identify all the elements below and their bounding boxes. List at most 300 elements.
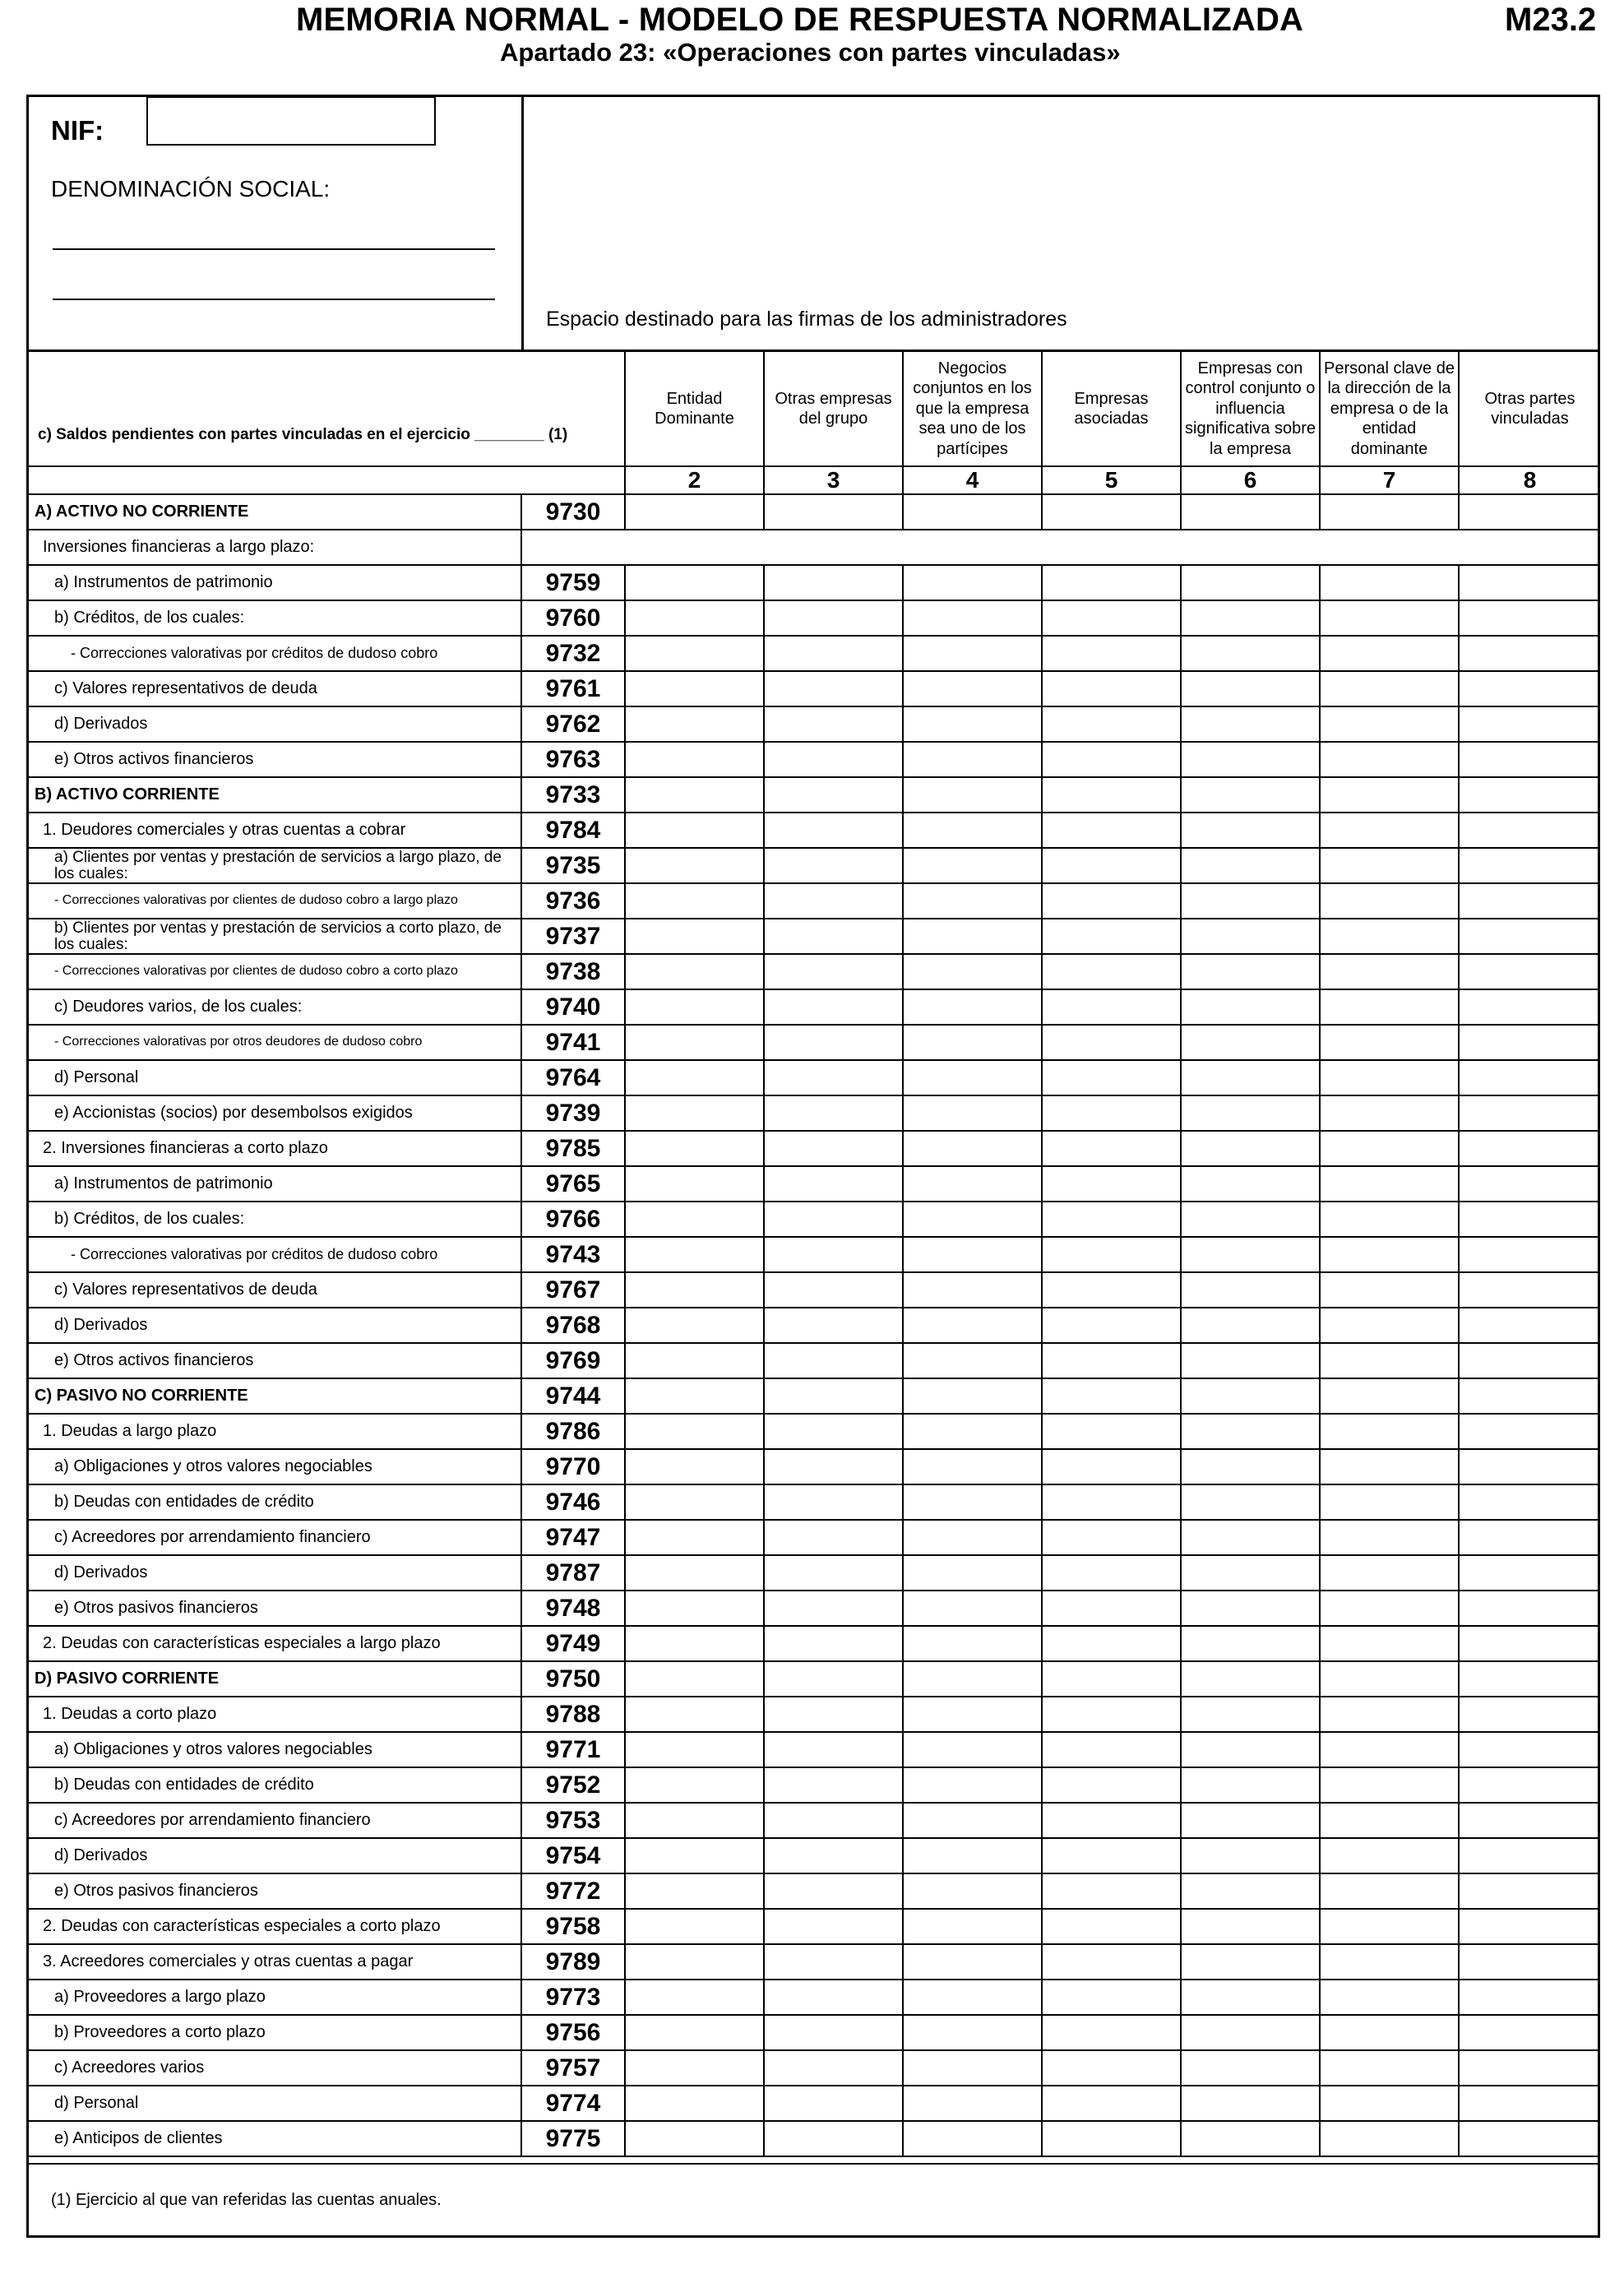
- input-cell[interactable]: [903, 1909, 1042, 1944]
- input-cell[interactable]: [1181, 1944, 1320, 1980]
- input-cell[interactable]: [1320, 813, 1459, 848]
- input-cell[interactable]: [625, 1732, 764, 1767]
- input-cell[interactable]: [764, 1166, 903, 1202]
- input-cell[interactable]: [1459, 706, 1600, 742]
- input-cell[interactable]: [1042, 565, 1181, 600]
- input-cell[interactable]: [1042, 1591, 1181, 1626]
- input-cell[interactable]: [1181, 494, 1320, 530]
- input-cell[interactable]: [1320, 1732, 1459, 1767]
- input-cell[interactable]: [764, 1449, 903, 1484]
- input-cell[interactable]: [903, 1626, 1042, 1661]
- input-cell[interactable]: [764, 848, 903, 883]
- input-cell[interactable]: [1459, 1697, 1600, 1732]
- input-cell[interactable]: [625, 2086, 764, 2121]
- input-cell[interactable]: [903, 1697, 1042, 1732]
- input-cell[interactable]: [1181, 1909, 1320, 1944]
- input-cell[interactable]: [1320, 1272, 1459, 1308]
- input-cell[interactable]: [1320, 1626, 1459, 1661]
- denominacion-line-1[interactable]: [53, 248, 495, 250]
- input-cell[interactable]: [903, 883, 1042, 919]
- input-cell[interactable]: [1320, 706, 1459, 742]
- input-cell[interactable]: [903, 1803, 1042, 1838]
- input-cell[interactable]: [903, 1414, 1042, 1449]
- input-cell[interactable]: [1042, 1626, 1181, 1661]
- input-cell[interactable]: [1042, 1272, 1181, 1308]
- input-cell[interactable]: [903, 1378, 1042, 1414]
- input-cell[interactable]: [903, 2121, 1042, 2156]
- input-cell[interactable]: [1181, 1202, 1320, 1237]
- input-cell[interactable]: [764, 1484, 903, 1520]
- input-cell[interactable]: [764, 1237, 903, 1272]
- input-cell[interactable]: [1459, 494, 1600, 530]
- input-cell[interactable]: [1042, 706, 1181, 742]
- input-cell[interactable]: [1042, 1202, 1181, 1237]
- input-cell[interactable]: [903, 919, 1042, 954]
- input-cell[interactable]: [1320, 1591, 1459, 1626]
- input-cell[interactable]: [1459, 2050, 1600, 2086]
- input-cell[interactable]: [1459, 742, 1600, 777]
- input-cell[interactable]: [764, 1202, 903, 1237]
- input-cell[interactable]: [1320, 1484, 1459, 1520]
- input-cell[interactable]: [903, 1555, 1042, 1591]
- input-cell[interactable]: [1181, 954, 1320, 989]
- input-cell[interactable]: [764, 1626, 903, 1661]
- input-cell[interactable]: [1181, 671, 1320, 706]
- input-cell[interactable]: [903, 989, 1042, 1025]
- input-cell[interactable]: [1181, 1838, 1320, 1873]
- input-cell[interactable]: [1459, 1626, 1600, 1661]
- input-cell[interactable]: [903, 1661, 1042, 1697]
- input-cell[interactable]: [1181, 1697, 1320, 1732]
- input-cell[interactable]: [625, 989, 764, 1025]
- input-cell[interactable]: [625, 742, 764, 777]
- input-cell[interactable]: [1042, 1308, 1181, 1343]
- input-cell[interactable]: [625, 2121, 764, 2156]
- input-cell[interactable]: [1181, 1131, 1320, 1166]
- input-cell[interactable]: [625, 813, 764, 848]
- input-cell[interactable]: [764, 1980, 903, 2015]
- input-cell[interactable]: [1459, 1520, 1600, 1555]
- input-cell[interactable]: [1320, 2086, 1459, 2121]
- input-cell[interactable]: [1320, 1414, 1459, 1449]
- input-cell[interactable]: [1320, 1520, 1459, 1555]
- input-cell[interactable]: [1042, 1025, 1181, 1060]
- input-cell[interactable]: [903, 1202, 1042, 1237]
- input-cell[interactable]: [1459, 1591, 1600, 1626]
- input-cell[interactable]: [1459, 2086, 1600, 2121]
- input-cell[interactable]: [1320, 2015, 1459, 2050]
- input-cell[interactable]: [764, 706, 903, 742]
- input-cell[interactable]: [1181, 2086, 1320, 2121]
- input-cell[interactable]: [1459, 1767, 1600, 1803]
- input-cell[interactable]: [764, 565, 903, 600]
- input-cell[interactable]: [1459, 989, 1600, 1025]
- input-cell[interactable]: [1181, 1980, 1320, 2015]
- input-cell[interactable]: [1459, 1732, 1600, 1767]
- input-cell[interactable]: [1459, 848, 1600, 883]
- input-cell[interactable]: [764, 1095, 903, 1131]
- input-cell[interactable]: [764, 636, 903, 671]
- input-cell[interactable]: [1459, 1873, 1600, 1909]
- input-cell[interactable]: [1320, 742, 1459, 777]
- input-cell[interactable]: [625, 671, 764, 706]
- input-cell[interactable]: [764, 777, 903, 813]
- input-cell[interactable]: [625, 919, 764, 954]
- input-cell[interactable]: [625, 2015, 764, 2050]
- input-cell[interactable]: [1181, 989, 1320, 1025]
- input-cell[interactable]: [625, 1378, 764, 1414]
- denominacion-line-2[interactable]: [53, 299, 495, 300]
- input-cell[interactable]: [625, 636, 764, 671]
- input-cell[interactable]: [903, 1449, 1042, 1484]
- input-cell[interactable]: [1459, 1661, 1600, 1697]
- input-cell[interactable]: [1320, 1803, 1459, 1838]
- input-cell[interactable]: [903, 848, 1042, 883]
- input-cell[interactable]: [1320, 1095, 1459, 1131]
- input-cell[interactable]: [1042, 1873, 1181, 1909]
- input-cell[interactable]: [625, 1202, 764, 1237]
- input-cell[interactable]: [1042, 1131, 1181, 1166]
- input-cell[interactable]: [1459, 1272, 1600, 1308]
- input-cell[interactable]: [1042, 1343, 1181, 1378]
- input-cell[interactable]: [1181, 636, 1320, 671]
- input-cell[interactable]: [1042, 883, 1181, 919]
- input-cell[interactable]: [1181, 1308, 1320, 1343]
- input-cell[interactable]: [625, 2050, 764, 2086]
- input-cell[interactable]: [1181, 565, 1320, 600]
- input-cell[interactable]: [1042, 1414, 1181, 1449]
- input-cell[interactable]: [1042, 600, 1181, 636]
- input-cell[interactable]: [764, 1272, 903, 1308]
- input-cell[interactable]: [1042, 1767, 1181, 1803]
- input-cell[interactable]: [903, 1131, 1042, 1166]
- input-cell[interactable]: [1042, 494, 1181, 530]
- input-cell[interactable]: [1181, 1626, 1320, 1661]
- input-cell[interactable]: [1042, 777, 1181, 813]
- input-cell[interactable]: [625, 1909, 764, 1944]
- input-cell[interactable]: [1181, 1414, 1320, 1449]
- input-cell[interactable]: [1320, 636, 1459, 671]
- input-cell[interactable]: [903, 1838, 1042, 1873]
- input-cell[interactable]: [1042, 1484, 1181, 1520]
- input-cell[interactable]: [625, 1272, 764, 1308]
- input-cell[interactable]: [764, 1838, 903, 1873]
- input-cell[interactable]: [1181, 1095, 1320, 1131]
- input-cell[interactable]: [764, 919, 903, 954]
- input-cell[interactable]: [903, 600, 1042, 636]
- input-cell[interactable]: [764, 813, 903, 848]
- input-cell[interactable]: [1181, 919, 1320, 954]
- input-cell[interactable]: [1181, 2050, 1320, 2086]
- input-cell[interactable]: [625, 706, 764, 742]
- input-cell[interactable]: [764, 1803, 903, 1838]
- input-cell[interactable]: [903, 777, 1042, 813]
- input-cell[interactable]: [625, 1980, 764, 2015]
- input-cell[interactable]: [1459, 1980, 1600, 2015]
- input-cell[interactable]: [1042, 636, 1181, 671]
- input-cell[interactable]: [625, 1060, 764, 1095]
- input-cell[interactable]: [625, 1555, 764, 1591]
- input-cell[interactable]: [1320, 1060, 1459, 1095]
- input-cell[interactable]: [1181, 1060, 1320, 1095]
- input-cell[interactable]: [1181, 742, 1320, 777]
- input-cell[interactable]: [1042, 2015, 1181, 2050]
- input-cell[interactable]: [1459, 671, 1600, 706]
- input-cell[interactable]: [1320, 2050, 1459, 2086]
- input-cell[interactable]: [764, 1555, 903, 1591]
- input-cell[interactable]: [1042, 1661, 1181, 1697]
- input-cell[interactable]: [764, 1873, 903, 1909]
- input-cell[interactable]: [1320, 1025, 1459, 1060]
- input-cell[interactable]: [625, 1237, 764, 1272]
- input-cell[interactable]: [764, 883, 903, 919]
- input-cell[interactable]: [1459, 1025, 1600, 1060]
- input-cell[interactable]: [1459, 1484, 1600, 1520]
- input-cell[interactable]: [1042, 1166, 1181, 1202]
- input-cell[interactable]: [1042, 2086, 1181, 2121]
- input-cell[interactable]: [1042, 1520, 1181, 1555]
- input-cell[interactable]: [625, 1484, 764, 1520]
- input-cell[interactable]: [1320, 1944, 1459, 1980]
- input-cell[interactable]: [1181, 848, 1320, 883]
- input-cell[interactable]: [903, 565, 1042, 600]
- input-cell[interactable]: [1320, 883, 1459, 919]
- input-cell[interactable]: [1042, 848, 1181, 883]
- input-cell[interactable]: [1459, 1838, 1600, 1873]
- input-cell[interactable]: [1042, 954, 1181, 989]
- input-cell[interactable]: [625, 1131, 764, 1166]
- input-cell[interactable]: [1042, 813, 1181, 848]
- nif-field[interactable]: [146, 96, 436, 146]
- input-cell[interactable]: [903, 2086, 1042, 2121]
- input-cell[interactable]: [1320, 1661, 1459, 1697]
- input-cell[interactable]: [764, 600, 903, 636]
- input-cell[interactable]: [764, 954, 903, 989]
- input-cell[interactable]: [625, 848, 764, 883]
- input-cell[interactable]: [625, 1449, 764, 1484]
- input-cell[interactable]: [1320, 1697, 1459, 1732]
- input-cell[interactable]: [625, 600, 764, 636]
- input-cell[interactable]: [903, 1272, 1042, 1308]
- input-cell[interactable]: [903, 1980, 1042, 2015]
- input-cell[interactable]: [625, 1803, 764, 1838]
- input-cell[interactable]: [1181, 1555, 1320, 1591]
- input-cell[interactable]: [1042, 1555, 1181, 1591]
- input-cell[interactable]: [1459, 954, 1600, 989]
- input-cell[interactable]: [764, 1378, 903, 1414]
- input-cell[interactable]: [1459, 1803, 1600, 1838]
- input-cell[interactable]: [903, 1025, 1042, 1060]
- input-cell[interactable]: [1320, 954, 1459, 989]
- input-cell[interactable]: [1042, 1944, 1181, 1980]
- input-cell[interactable]: [1042, 671, 1181, 706]
- input-cell[interactable]: [1042, 2050, 1181, 2086]
- input-cell[interactable]: [1042, 2121, 1181, 2156]
- input-cell[interactable]: [903, 1520, 1042, 1555]
- input-cell[interactable]: [1320, 1873, 1459, 1909]
- input-cell[interactable]: [1042, 919, 1181, 954]
- input-cell[interactable]: [1459, 1237, 1600, 1272]
- input-cell[interactable]: [764, 1308, 903, 1343]
- input-cell[interactable]: [1181, 2121, 1320, 2156]
- input-cell[interactable]: [1181, 1803, 1320, 1838]
- input-cell[interactable]: [1181, 1378, 1320, 1414]
- input-cell[interactable]: [1181, 1237, 1320, 1272]
- input-cell[interactable]: [1320, 1308, 1459, 1343]
- input-cell[interactable]: [1459, 565, 1600, 600]
- input-cell[interactable]: [903, 1060, 1042, 1095]
- input-cell[interactable]: [764, 671, 903, 706]
- input-cell[interactable]: [1181, 1343, 1320, 1378]
- input-cell[interactable]: [1320, 848, 1459, 883]
- input-cell[interactable]: [625, 1697, 764, 1732]
- input-cell[interactable]: [1320, 600, 1459, 636]
- input-cell[interactable]: [1042, 1378, 1181, 1414]
- input-cell[interactable]: [764, 989, 903, 1025]
- input-cell[interactable]: [1042, 1803, 1181, 1838]
- input-cell[interactable]: [1042, 1697, 1181, 1732]
- input-cell[interactable]: [625, 883, 764, 919]
- input-cell[interactable]: [1459, 1131, 1600, 1166]
- input-cell[interactable]: [625, 1591, 764, 1626]
- input-cell[interactable]: [1320, 1909, 1459, 1944]
- input-cell[interactable]: [764, 1520, 903, 1555]
- input-cell[interactable]: [625, 777, 764, 813]
- input-cell[interactable]: [764, 2050, 903, 2086]
- input-cell[interactable]: [764, 1591, 903, 1626]
- input-cell[interactable]: [625, 1414, 764, 1449]
- input-cell[interactable]: [1181, 1449, 1320, 1484]
- input-cell[interactable]: [764, 1414, 903, 1449]
- input-cell[interactable]: [1181, 1591, 1320, 1626]
- input-cell[interactable]: [1459, 600, 1600, 636]
- input-cell[interactable]: [1459, 777, 1600, 813]
- input-cell[interactable]: [1181, 813, 1320, 848]
- input-cell[interactable]: [903, 706, 1042, 742]
- input-cell[interactable]: [1181, 1272, 1320, 1308]
- input-cell[interactable]: [1042, 1237, 1181, 1272]
- input-cell[interactable]: [1459, 1166, 1600, 1202]
- input-cell[interactable]: [1459, 2121, 1600, 2156]
- input-cell[interactable]: [764, 1732, 903, 1767]
- input-cell[interactable]: [903, 1944, 1042, 1980]
- input-cell[interactable]: [1181, 1873, 1320, 1909]
- input-cell[interactable]: [1459, 1555, 1600, 1591]
- input-cell[interactable]: [764, 1661, 903, 1697]
- input-cell[interactable]: [1459, 1378, 1600, 1414]
- input-cell[interactable]: [1181, 1166, 1320, 1202]
- input-cell[interactable]: [1181, 1661, 1320, 1697]
- input-cell[interactable]: [764, 1060, 903, 1095]
- input-cell[interactable]: [1320, 1378, 1459, 1414]
- input-cell[interactable]: [1320, 1237, 1459, 1272]
- input-cell[interactable]: [1459, 1060, 1600, 1095]
- input-cell[interactable]: [764, 2086, 903, 2121]
- input-cell[interactable]: [1459, 1944, 1600, 1980]
- input-cell[interactable]: [903, 2050, 1042, 2086]
- input-cell[interactable]: [625, 1095, 764, 1131]
- input-cell[interactable]: [1042, 1449, 1181, 1484]
- input-cell[interactable]: [903, 1343, 1042, 1378]
- input-cell[interactable]: [764, 1944, 903, 1980]
- input-cell[interactable]: [625, 565, 764, 600]
- input-cell[interactable]: [1320, 1838, 1459, 1873]
- input-cell[interactable]: [1459, 1308, 1600, 1343]
- input-cell[interactable]: [625, 1166, 764, 1202]
- input-cell[interactable]: [1320, 1980, 1459, 2015]
- input-cell[interactable]: [1181, 1767, 1320, 1803]
- input-cell[interactable]: [1181, 1025, 1320, 1060]
- input-cell[interactable]: [1181, 1520, 1320, 1555]
- input-cell[interactable]: [1042, 989, 1181, 1025]
- input-cell[interactable]: [625, 954, 764, 989]
- input-cell[interactable]: [1459, 1909, 1600, 1944]
- input-cell[interactable]: [625, 1343, 764, 1378]
- input-cell[interactable]: [764, 1909, 903, 1944]
- input-cell[interactable]: [764, 1697, 903, 1732]
- input-cell[interactable]: [903, 1095, 1042, 1131]
- input-cell[interactable]: [1042, 1095, 1181, 1131]
- input-cell[interactable]: [625, 1944, 764, 1980]
- input-cell[interactable]: [903, 1166, 1042, 1202]
- input-cell[interactable]: [903, 636, 1042, 671]
- input-cell[interactable]: [1459, 1414, 1600, 1449]
- input-cell[interactable]: [1320, 1131, 1459, 1166]
- input-cell[interactable]: [1459, 883, 1600, 919]
- input-cell[interactable]: [1181, 883, 1320, 919]
- input-cell[interactable]: [1459, 813, 1600, 848]
- input-cell[interactable]: [903, 671, 1042, 706]
- input-cell[interactable]: [1042, 742, 1181, 777]
- input-cell[interactable]: [1181, 600, 1320, 636]
- input-cell[interactable]: [1320, 1166, 1459, 1202]
- input-cell[interactable]: [1459, 1202, 1600, 1237]
- input-cell[interactable]: [1459, 1449, 1600, 1484]
- input-cell[interactable]: [1320, 1767, 1459, 1803]
- input-cell[interactable]: [1042, 1060, 1181, 1095]
- input-cell[interactable]: [1320, 565, 1459, 600]
- input-cell[interactable]: [764, 1025, 903, 1060]
- input-cell[interactable]: [903, 1237, 1042, 1272]
- input-cell[interactable]: [1042, 1909, 1181, 1944]
- input-cell[interactable]: [1042, 1838, 1181, 1873]
- input-cell[interactable]: [764, 1343, 903, 1378]
- input-cell[interactable]: [903, 1308, 1042, 1343]
- input-cell[interactable]: [903, 1484, 1042, 1520]
- input-cell[interactable]: [1181, 2015, 1320, 2050]
- input-cell[interactable]: [764, 742, 903, 777]
- input-cell[interactable]: [1320, 989, 1459, 1025]
- input-cell[interactable]: [764, 1767, 903, 1803]
- input-cell[interactable]: [764, 2015, 903, 2050]
- input-cell[interactable]: [1181, 1484, 1320, 1520]
- input-cell[interactable]: [625, 494, 764, 530]
- input-cell[interactable]: [1042, 1732, 1181, 1767]
- input-cell[interactable]: [903, 2015, 1042, 2050]
- input-cell[interactable]: [1320, 494, 1459, 530]
- input-cell[interactable]: [1459, 636, 1600, 671]
- input-cell[interactable]: [1181, 1732, 1320, 1767]
- input-cell[interactable]: [903, 494, 1042, 530]
- input-cell[interactable]: [764, 1131, 903, 1166]
- input-cell[interactable]: [1459, 919, 1600, 954]
- input-cell[interactable]: [1042, 1980, 1181, 2015]
- input-cell[interactable]: [1320, 777, 1459, 813]
- input-cell[interactable]: [1181, 706, 1320, 742]
- input-cell[interactable]: [1320, 1555, 1459, 1591]
- input-cell[interactable]: [764, 494, 903, 530]
- input-cell[interactable]: [1320, 1449, 1459, 1484]
